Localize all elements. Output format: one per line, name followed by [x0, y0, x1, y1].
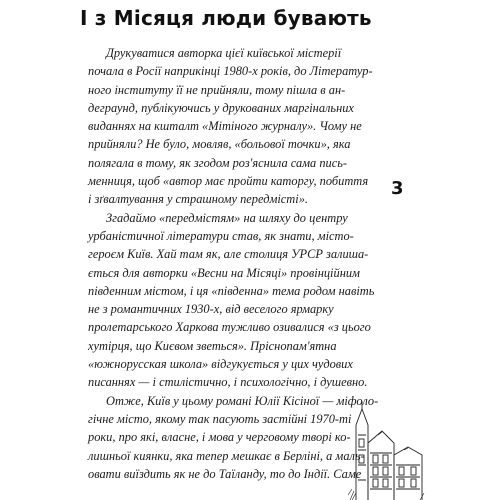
page-number: 3	[391, 178, 404, 199]
text-line: прийняли? Не було, мовляв, «больової точки», яка	[88, 137, 351, 152]
text-line: писаннях — і стилістично, і психологічно, і душевно.	[88, 375, 368, 390]
text-line: виданнях на кшталт «Мітіного журналу». Чому не	[88, 119, 362, 134]
building-sketch-illustration	[348, 395, 426, 500]
text-line: пролетарського Харкова тужливо озивалися «з цього	[88, 320, 371, 335]
paragraph-2	[88, 209, 378, 392]
text-line: овати виїздить як не до Таїланду, то до Індії. Саме	[88, 466, 362, 481]
body-text	[88, 44, 378, 483]
text-line: почала в Росії наприкінці 1980-х років, до Літератур-	[88, 64, 373, 79]
text-line: Згадаймо «передмістям» на шляху до центру	[106, 210, 348, 225]
text-line: менниця, щоб «автор має пройти каторгу, побиття	[88, 174, 369, 189]
text-line: Отже, Київ у цьому романі Юлії Кісіної — міфоло-	[106, 393, 379, 408]
text-line: гічне місто, якому так пасують застійні 1970-ті	[88, 411, 352, 426]
text-line: урбаністичної літератури став, як знати, місто-	[88, 228, 354, 243]
text-line: хутірця, що Києвом зветься». Пріснопам'ятна	[88, 338, 337, 353]
text-line: Друкуватися авторка цієї київської містерії	[106, 46, 342, 60]
text-line: ного інституту її не прийняли, тому пішла в ан-	[88, 82, 346, 97]
text-line: «южнорусская школа» відгукується у цих чудових	[88, 357, 353, 372]
text-line: деграунд, публікуючись у друкованих маргінальних	[88, 100, 354, 115]
paragraph-3	[88, 392, 378, 483]
text-line: героєм Київ. Хай там як, але столиця УРСР залиша-	[88, 247, 369, 262]
chapter-title: І з Місяця люди бувають	[80, 6, 372, 30]
text-line: і зґвалтування у страшному передмісті».	[88, 192, 308, 207]
text-line: лишньої киянки, яка тепер мешкає в Берліні, а маль-	[88, 448, 365, 463]
paragraph-1	[88, 44, 378, 209]
text-line: ється для авторки «Весни на Місяці» провінційним	[88, 265, 360, 280]
text-line: не з романтичних 1930-х, від веселого ярмарку	[88, 302, 334, 317]
text-line: полягала в тому, як згодом роз'яснила сама пись-	[88, 155, 347, 170]
text-line: роки, про які, власне, і мова у черговому творі ко-	[88, 430, 351, 445]
text-line: південним містом, і ця «південна» тема родом навіть	[88, 283, 375, 298]
